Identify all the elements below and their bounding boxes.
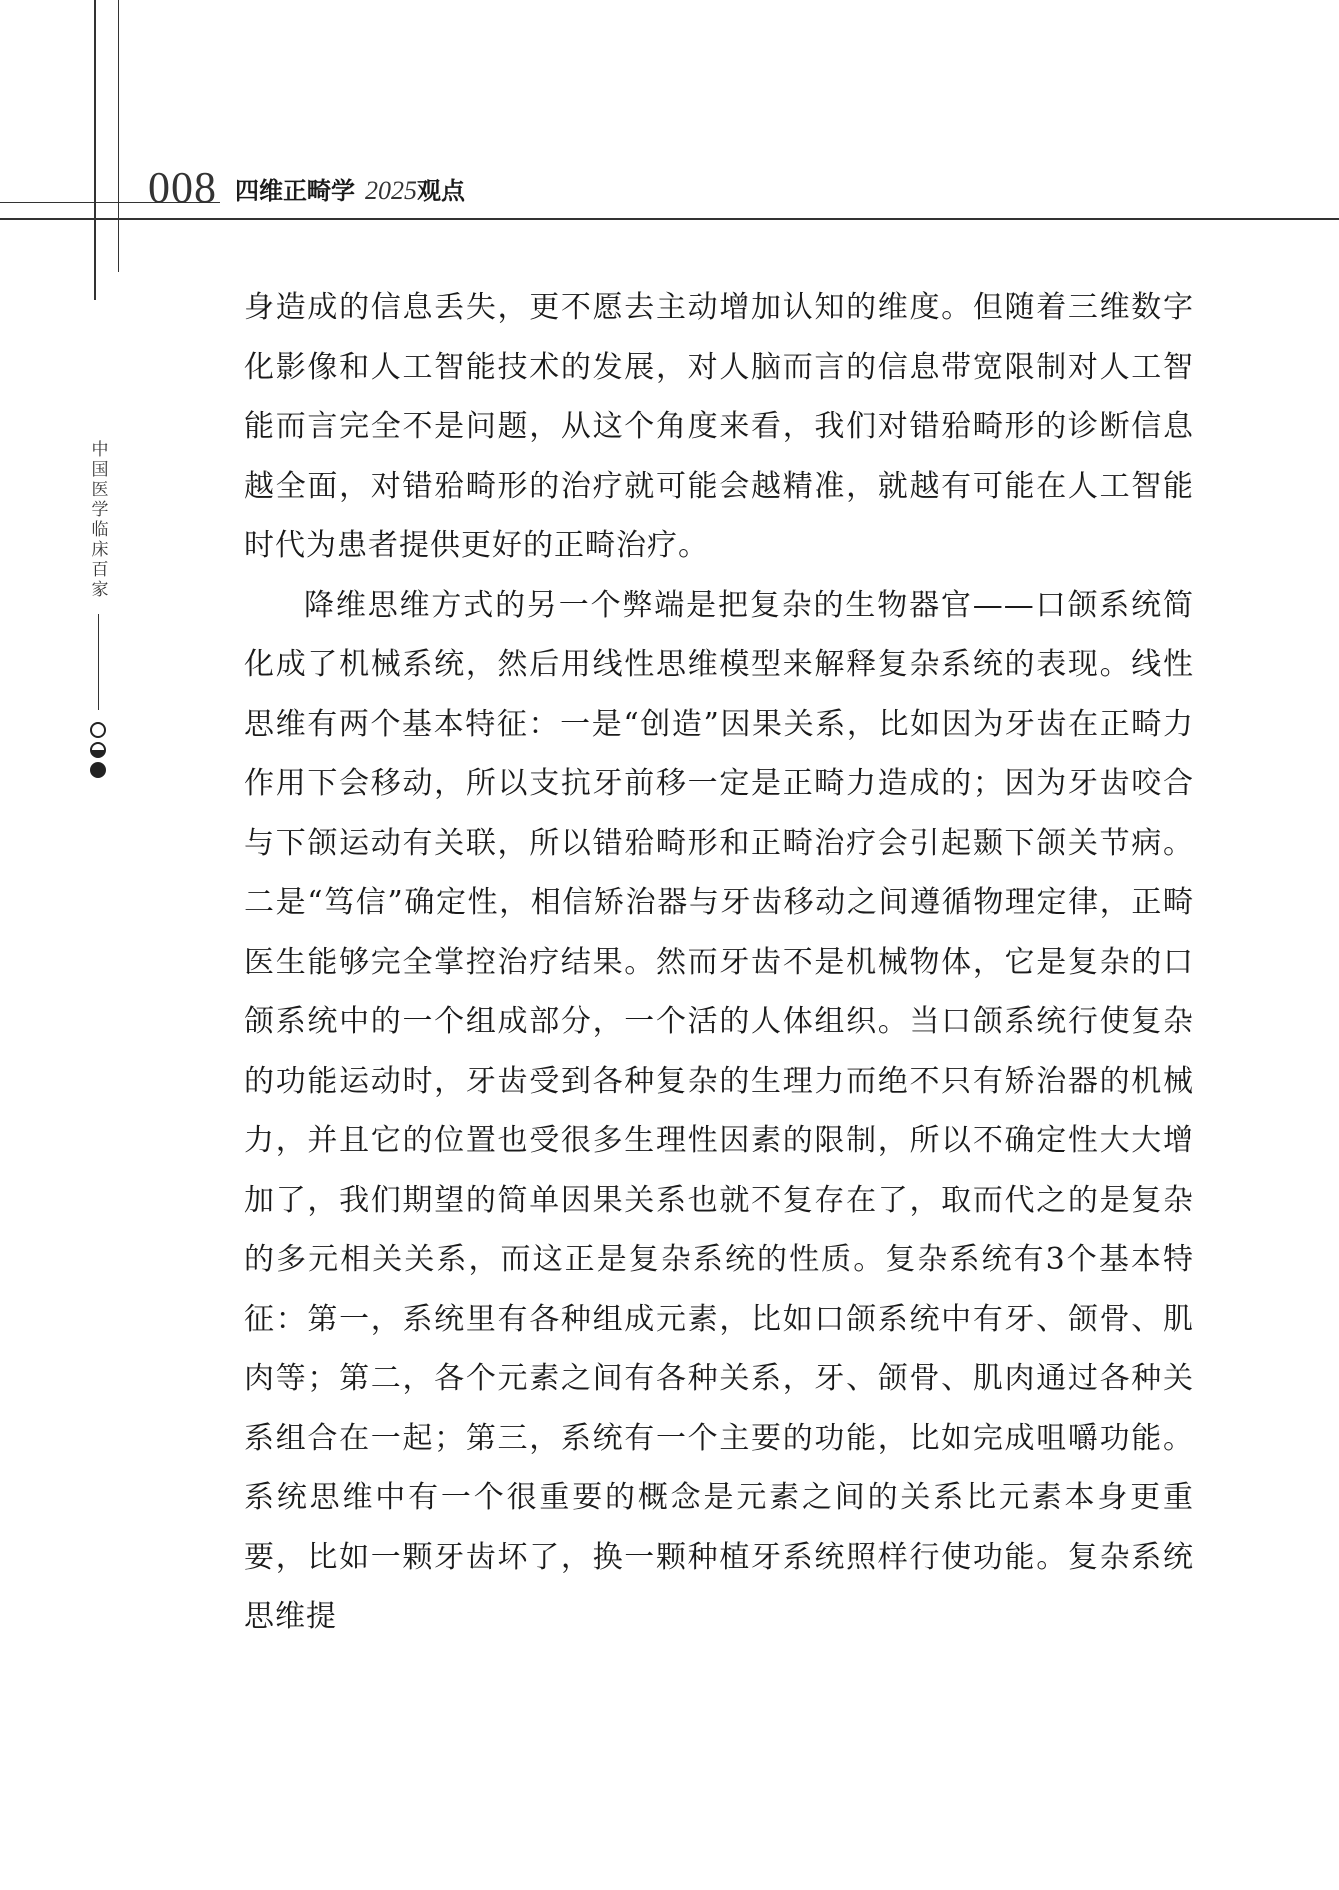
filled-circle-icon [90,762,106,778]
book-title: 四维正畸学 [235,177,355,205]
page-number: 008 [148,163,217,212]
frame-vertical-line-thin [118,0,119,272]
book-title-suffix: 观点 [417,177,465,205]
body-text [244,278,1194,1647]
paragraph: 降维思维方式的另一个弊端是把复杂的生物器官——口颌系统简化成了机械系统，然后用线性思维模型来解释复杂系统的表现。线性思维有两个基本特征：一是“创造”因果关系，比如因为牙齿在正畸力作用下会移动，所以支抗牙前移一定是正畸力造成的；因为牙齿咬合与下颌运动有关联，所以错𬌗畸形和正畸治疗会引起颞下颌关节病。二是“笃信”确定性，相信矫治器与牙齿移动之间遵循物理定律，正畸医生能够完全掌控治疗结果。然而牙齿不是机械物体，它是复杂的口颌系统中的一个组成部分，一个活的人体组织。当口颌系统行使复杂的功能运动时，牙齿受到各种复杂的生理力而绝不只有矫治器的机械力，并且它的位置也受很多生理性因素的限制，所以不确定性大大增加了，我们期望的简单因果关系也就不复存在了，取而代之的是复杂的多元相关关系，而这正是复杂系统的性质。复杂系统有3个基本特征：第一，系统里有各种组成元素，比如口颌系统中有牙、颌骨、肌肉等；第二，各个元素之间有各种关系，牙、颌骨、肌肉通过各种关系组合在一起；第三，系统有一个主要的功能，比如完成咀嚼功能。系统思维中有一个很重要的概念是元素之间的关系比元素本身更重要，比如一颗牙齿坏了，换一颗种植牙系统照样行使功能。复杂系统思维提 [244,587,1194,1634]
book-year: 2025 [365,176,417,205]
series-name: 中国医学临床百家 [87,440,108,600]
side-divider [98,614,99,710]
side-series-mark [86,440,110,780]
frame-vertical-line [94,0,96,300]
running-header [148,163,465,212]
paragraph-continued: 身造成的信息丢失，更不愿去主动增加认知的维度。但随着三维数字化影像和人工智能技术的发展，对人脑而言的信息带宽限制对人工智能而言完全不是问题，从这个角度来看，我们对错𬌗畸形的诊断信息越全面，对错𬌗畸形的治疗就可能会越精准，就越有可能在人工智能时代为患者提供更好的正畸治疗。 [244,290,1194,563]
empty-circle-icon [90,722,106,738]
half-circle-icon [90,742,106,758]
header-rule [0,218,1339,220]
